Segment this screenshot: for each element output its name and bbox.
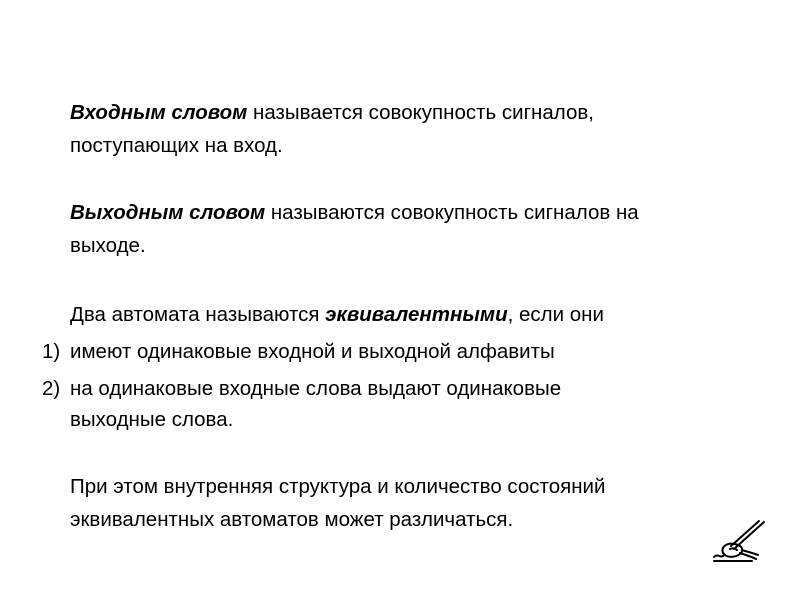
writing-hand-icon	[712, 519, 768, 565]
term-input-word: Входным словом	[70, 101, 248, 124]
list-item-number: 2)	[42, 377, 61, 400]
equivalence-intro-after: , если они	[507, 303, 604, 326]
definition-output-word	[70, 196, 770, 262]
term-output-word: Выходным словом	[70, 201, 266, 224]
definition-input-word	[70, 96, 770, 162]
list-item-continuation	[0, 403, 794, 436]
list-item	[0, 372, 794, 405]
equivalence-intro-before: Два автомата называются	[70, 303, 326, 326]
list-item-number: 1)	[42, 340, 61, 363]
note-internal-structure	[70, 470, 770, 536]
term-equivalent: эквивалентными	[325, 303, 508, 326]
note-line-2: эквивалентных автоматов может различаться.	[70, 508, 514, 531]
definition-input-word-text: называется совокупность сигналов,	[247, 101, 594, 124]
definition-input-word-line-1	[70, 96, 770, 129]
list-item-text: на одинаковые входные слова выдают одинаковые	[70, 377, 562, 400]
definition-equivalent-automata	[70, 298, 770, 331]
definition-output-word-text: называются совокупность сигналов на	[265, 201, 639, 224]
definition-output-word-line-2: выходе.	[70, 234, 146, 257]
note-line-1: При этом внутренняя структура и количество состояний	[70, 475, 606, 498]
list-item-continuation-text: выходные слова.	[70, 408, 234, 431]
equivalence-intro	[70, 298, 770, 331]
list-item	[0, 335, 794, 368]
definition-input-word-line-2: поступающих на вход.	[70, 134, 283, 157]
definition-output-word-line-1	[70, 196, 770, 229]
list-item-text: имеют одинаковые входной и выходной алфавиты	[70, 340, 555, 363]
